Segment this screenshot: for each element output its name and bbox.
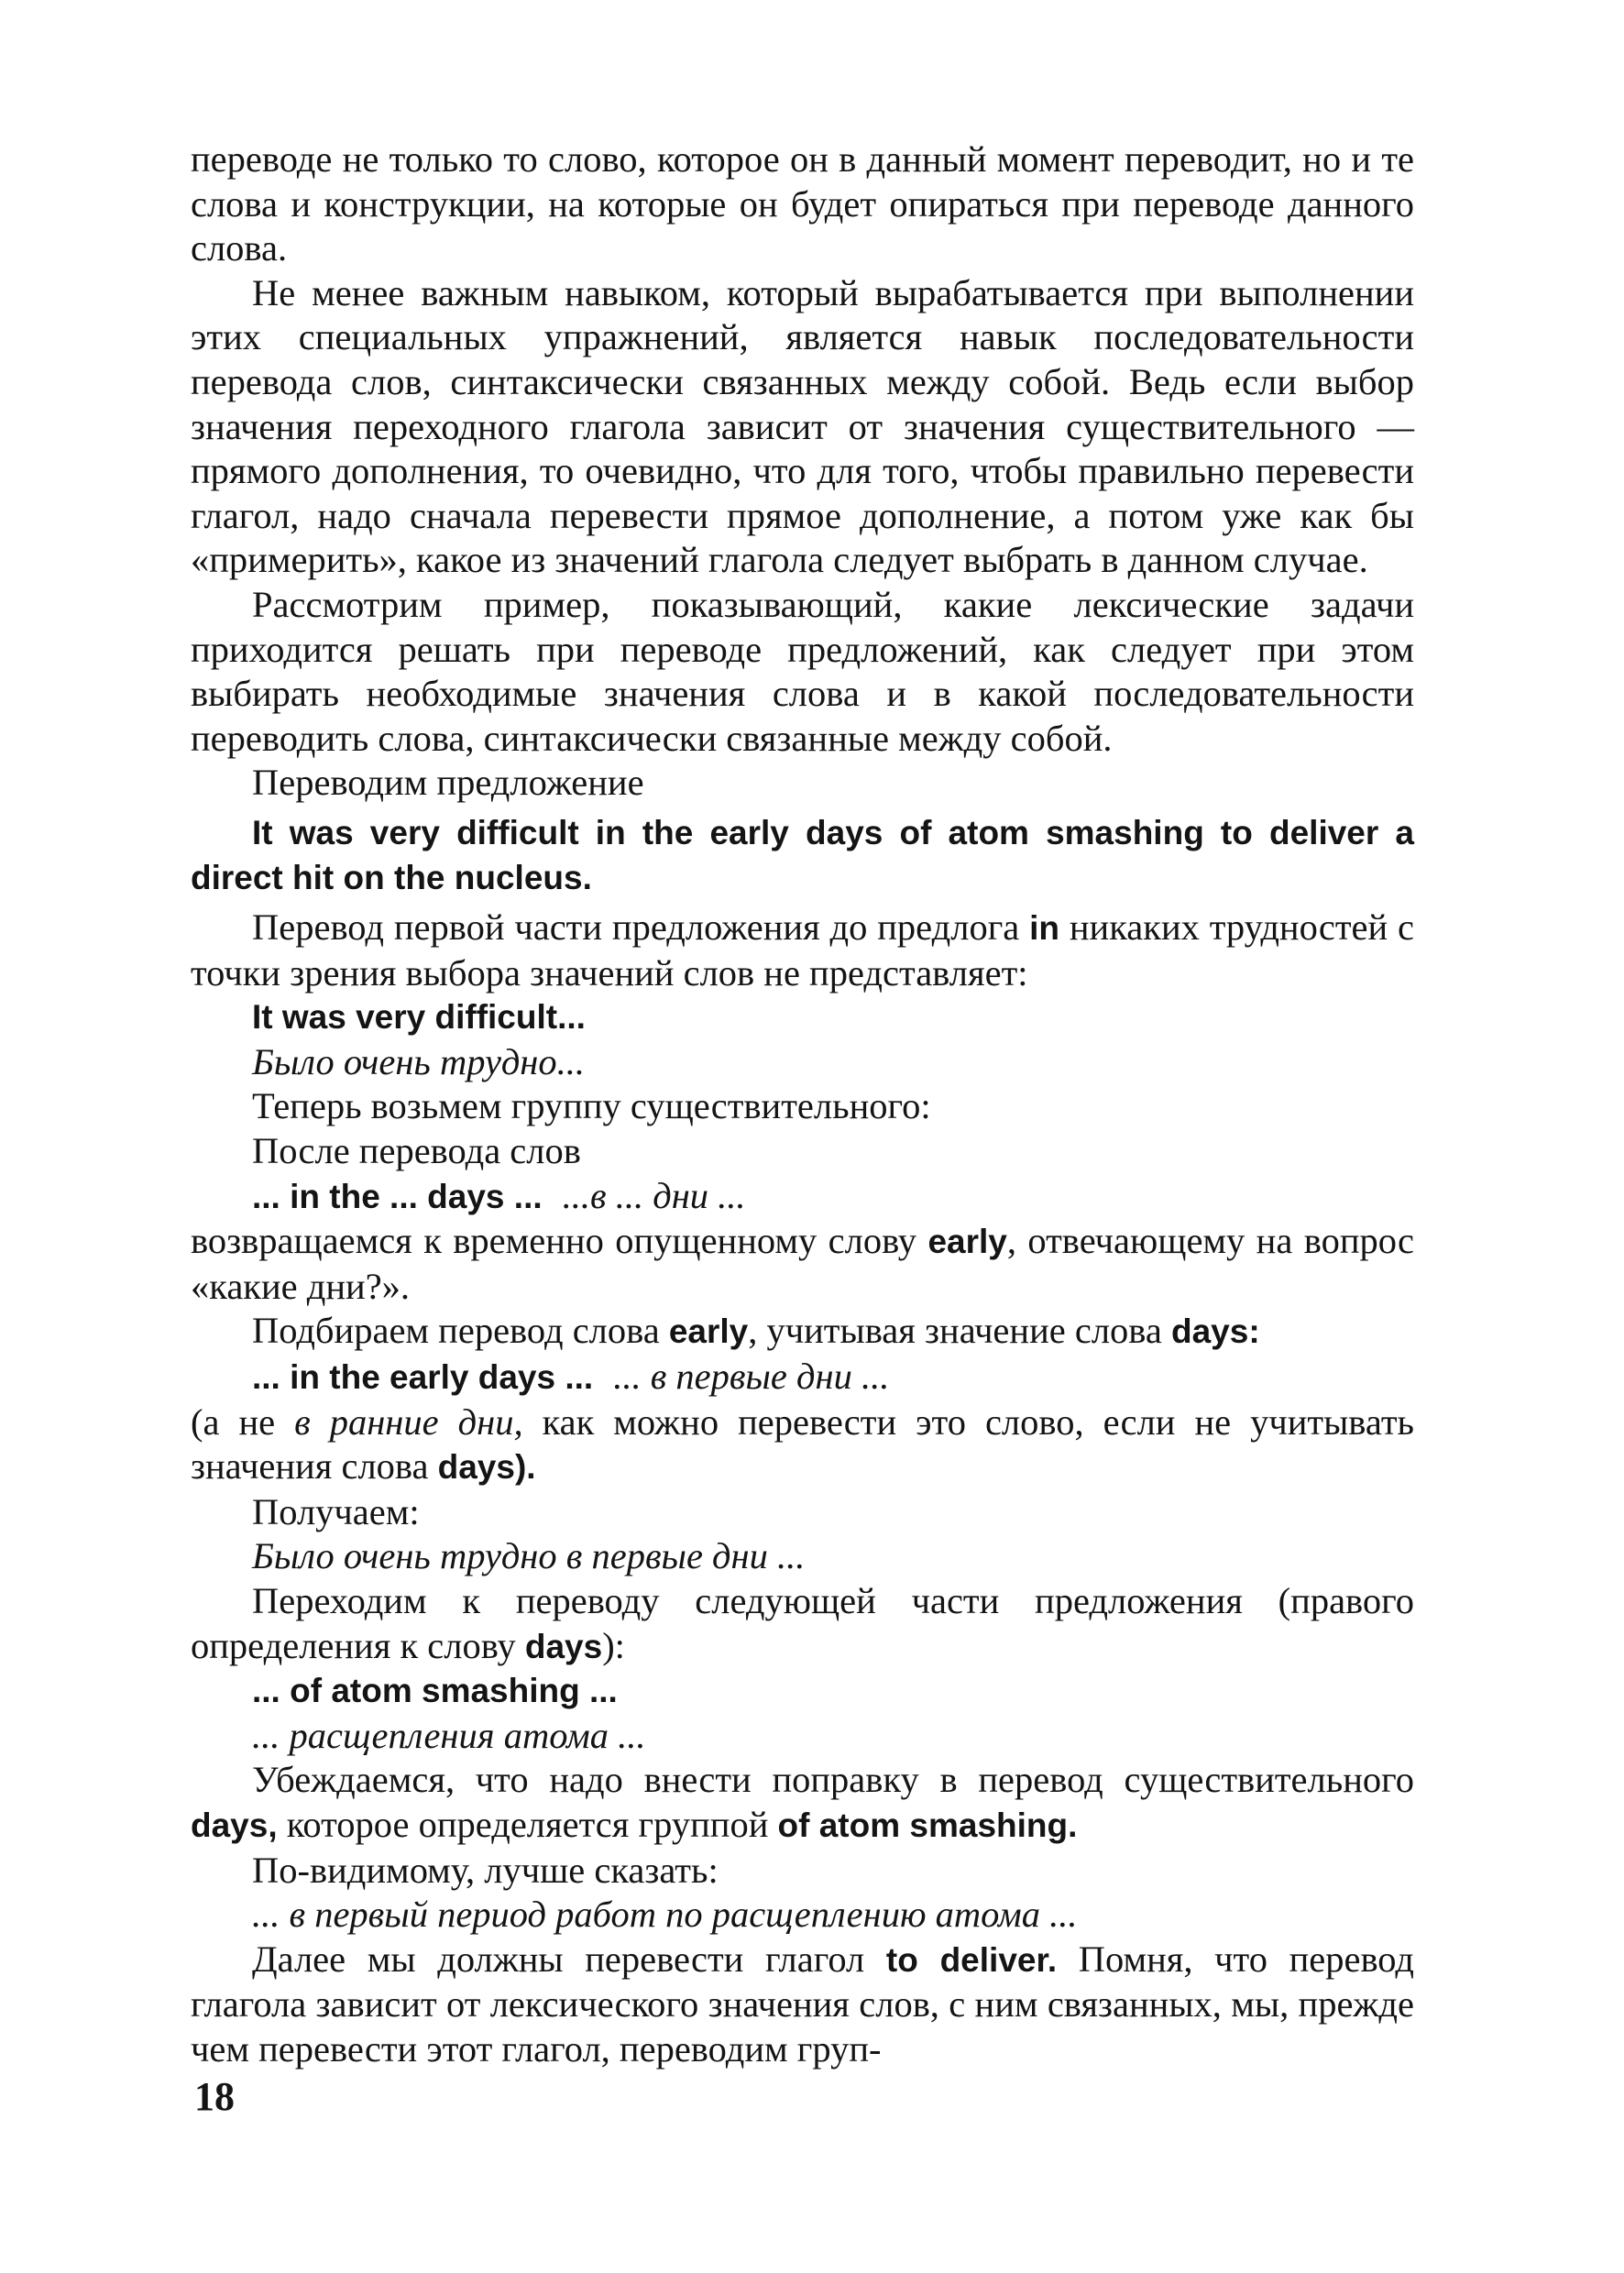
example-2-en: ... in the ... days ... (252, 1177, 543, 1215)
text: , учитывая значение слова (748, 1310, 1171, 1352)
paragraph-11: Получаем: (252, 1490, 420, 1532)
paragraph-9 (191, 1309, 1414, 1355)
text: , отвечающему на вопрос «какие дни?». (191, 1220, 1414, 1307)
paragraph-3: Рассмотрим пример, показывающий, какие лексические задачи приходится решать при переводе предложений, как следует при этом выбирать необходимые значения слова и в какой последовательности переводить слова, синтаксически связанные между собой. (191, 583, 1414, 759)
example-4-ru: Было очень трудно в первые дни ... (252, 1535, 806, 1577)
paragraph-1: переводе не только то слово, которое он в данный момент переводит, но и те слова и конструкции, на которые он будет опираться при переводе данного слова. (191, 138, 1414, 269)
page-number: 18 (194, 2074, 235, 2119)
paragraph-2: Не менее важным навыком, который вырабатывается при выполнении этих специальных упражнений, является навык последовательности перевода слов, синтаксически связанных между собой. Ведь если выбор значения переходного глагола зависит от значения существительного — прямого дополнения, то очевидно, что для того, чтобы правильно перевести глагол, надо сначала перевести прямое дополнение, а потом уже как бы «примерить», какое из значений глагола следует выбрать в данном случае. (191, 271, 1414, 581)
paragraph-15 (191, 1938, 1414, 2072)
example-2-ru: ...в ... дни ... (562, 1174, 746, 1216)
paragraph-8 (191, 1219, 1414, 1309)
text: Переходим к переводу следующей части предложения (правого определения к слову (191, 1580, 1414, 1666)
paragraph-12 (191, 1579, 1414, 1669)
text: Подбираем перевод слова (252, 1310, 669, 1352)
example-1-en: It was very difficult... (252, 998, 586, 1037)
example-sentence: It was very difficult in the early days of atom smashing to deliver a direct hit on the nucleus. (191, 813, 1414, 896)
term-early: early (668, 1312, 749, 1351)
page-body (191, 137, 1414, 2072)
term-in: in (1029, 909, 1060, 948)
paragraph-10 (191, 1400, 1414, 1490)
text: никаких трудностей с точки зрения выбора значений слов не представляет: (191, 906, 1415, 994)
term-atom-smashing: of atom smashing. (777, 1806, 1078, 1844)
example-3 (191, 1355, 1414, 1400)
paragraph-13 (191, 1758, 1414, 1848)
example-2 (191, 1174, 1414, 1220)
example-1-ru: Было очень трудно... (252, 1040, 586, 1082)
text: Далее мы должны перевести глагол (252, 1938, 886, 1980)
text: Перевод первой части предложения до предлога (252, 906, 1030, 949)
paragraph-7: После перевода слов (252, 1130, 581, 1172)
term-days: days, (191, 1806, 278, 1844)
term-days: days). (437, 1448, 536, 1487)
example-5-ru: ... расщепления атома ... (252, 1714, 646, 1756)
example-6-ru: ... в первый период работ по расщеплению атома ... (252, 1894, 1078, 1936)
italic-phrase: в ранние дни, (294, 1400, 523, 1443)
term-to-deliver: to deliver. (885, 1940, 1058, 1979)
text: (а не (191, 1400, 295, 1443)
example-3-ru: ... в первые дни ... (613, 1356, 890, 1398)
paragraph-4: Переводим предложение (252, 762, 644, 804)
term-days: days (524, 1627, 603, 1665)
text: возвращаемся к временно опущенному слову (191, 1220, 928, 1262)
text: которое определяется группой (277, 1803, 778, 1845)
example-5-en: ... of atom smashing ... (252, 1672, 618, 1710)
paragraph-5 (191, 906, 1414, 995)
text: Помня, что перевод глагола зависит от лексического значения слов, с ним связанных, мы, прежде чем перевести этот глагол, переводим груп- (191, 1938, 1414, 2070)
paragraph-6: Теперь возьмем группу существительного: (252, 1085, 931, 1127)
text: ): (602, 1624, 625, 1666)
paragraph-14: По-видимому, лучше сказать: (252, 1849, 719, 1891)
term-days: days: (1170, 1312, 1260, 1351)
term-early: early (927, 1223, 1007, 1261)
text: Убеждаемся, что надо внести поправку в перевод существительного (252, 1759, 1414, 1801)
text: как можно перевести это слово, если не учитывать значения слова (191, 1400, 1414, 1488)
example-3-en: ... in the early days ... (252, 1358, 594, 1397)
